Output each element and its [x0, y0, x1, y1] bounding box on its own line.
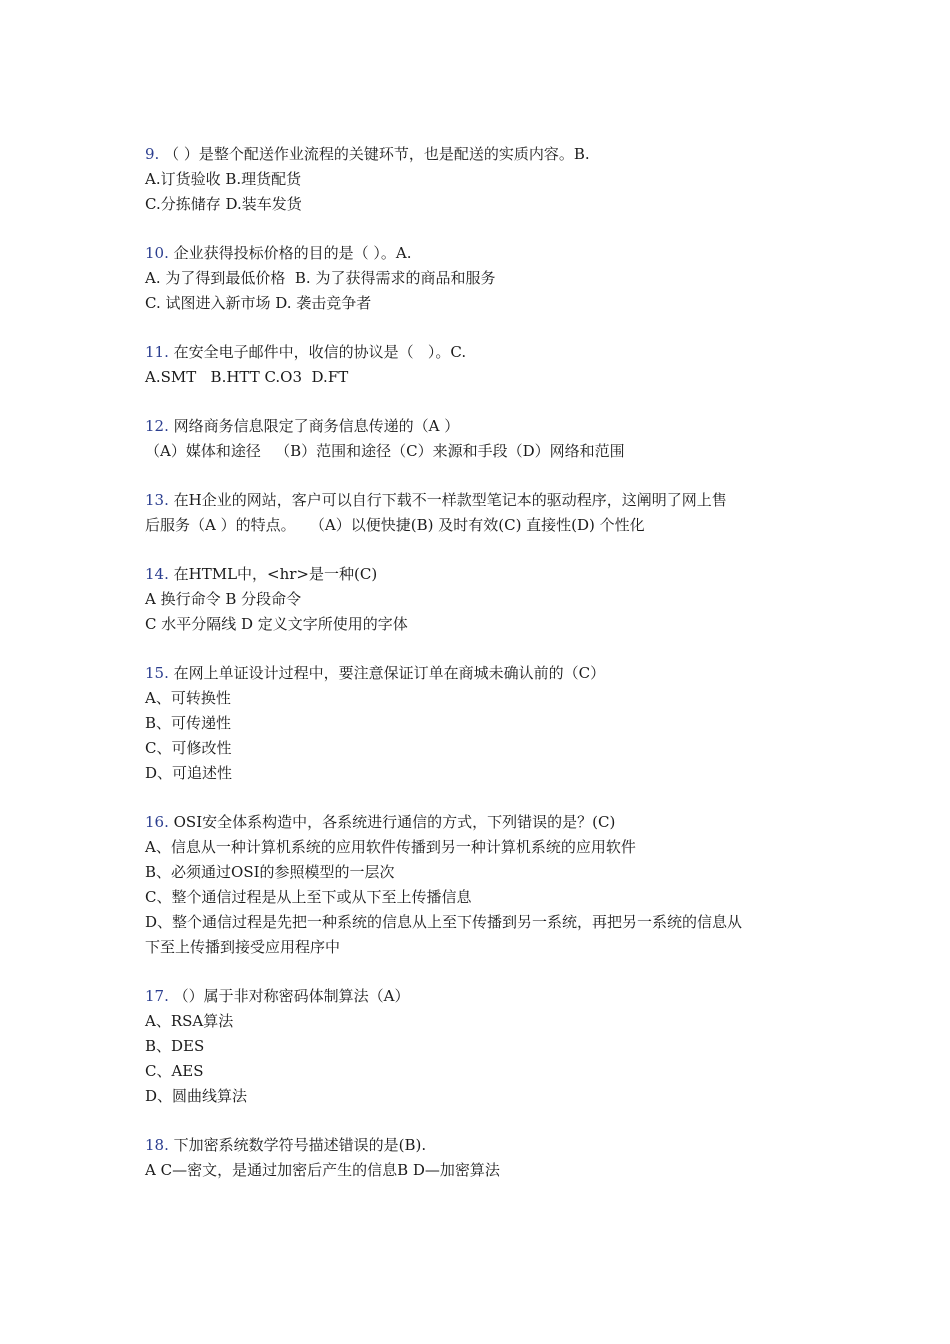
question-13 — [145, 488, 825, 538]
option-line: C、可修改性 — [145, 739, 232, 757]
question-text: OSI安全体系构造中，各系统进行通信的方式，下列错误的是？(C) — [168, 813, 616, 831]
question-number: 15. — [145, 664, 169, 682]
question-stem — [145, 562, 825, 587]
option-line: C、整个通信过程是从上至下或从下至上传播信息 — [145, 888, 472, 906]
question-number: 14. — [145, 565, 169, 583]
question-14 — [145, 562, 825, 637]
option-line: A、可转换性 — [145, 689, 231, 707]
question-stem — [145, 488, 825, 513]
question-text: 下加密系统数学符号描述错误的是(B). — [168, 1136, 427, 1154]
question-number: 11. — [145, 343, 169, 361]
question-text: 在HTML中，<hr>是一种(C) — [168, 565, 378, 583]
question-15 — [145, 661, 825, 786]
option-line: A 换行命令 B 分段命令 — [145, 590, 302, 608]
question-number: 12. — [145, 417, 169, 435]
option-line: B、可传递性 — [145, 714, 232, 732]
option-line: D、可追述性 — [145, 764, 233, 782]
question-text: 企业获得投标价格的目的是（ ）。A. — [168, 244, 412, 262]
option-line: C 水平分隔线 D 定义文字所使用的字体 — [145, 615, 408, 633]
question-16 — [145, 810, 825, 960]
question-number: 10. — [145, 244, 169, 262]
question-stem — [145, 661, 825, 686]
question-12 — [145, 414, 825, 464]
question-stem — [145, 1133, 825, 1158]
question-number: 18. — [145, 1136, 169, 1154]
option-line: A、RSA算法 — [145, 1012, 234, 1030]
option-line: （A）媒体和途径 （B）范围和途径（C）来源和手段（D）网络和范围 — [145, 442, 625, 460]
option-line: D、整个通信过程是先把一种系统的信息从上至下传播到另一系统，再把另一系统的信息从 — [145, 913, 743, 931]
question-number: 17. — [145, 987, 169, 1005]
question-number: 9. — [145, 145, 160, 163]
question-11 — [145, 340, 825, 390]
option-line: C. 试图进入新市场 D. 袭击竞争者 — [145, 294, 372, 312]
question-stem — [145, 984, 825, 1009]
question-stem — [145, 142, 825, 167]
question-17 — [145, 984, 825, 1109]
question-text: 网络商务信息限定了商务信息传递的（A ） — [168, 417, 460, 435]
question-number: 13. — [145, 491, 169, 509]
question-10 — [145, 241, 825, 316]
option-line: C、AES — [145, 1062, 204, 1080]
question-stem — [145, 810, 825, 835]
option-line: A.订货验收 B.理货配货 — [145, 170, 302, 188]
option-line: A、信息从一种计算机系统的应用软件传播到另一种计算机系统的应用软件 — [145, 838, 636, 856]
question-text: 在安全电子邮件中，收信的协议是（ ）。C. — [168, 343, 467, 361]
option-line: A. 为了得到最低价格 B. 为了获得需求的商品和服务 — [145, 269, 496, 287]
question-stem — [145, 340, 825, 365]
question-text: （）属于非对称密码体制算法（A） — [168, 987, 410, 1005]
option-line: B、必须通过OSI的参照模型的一层次 — [145, 863, 395, 881]
option-line: A.SMT B.HTT C.O3 D.FT — [145, 368, 349, 386]
question-stem — [145, 241, 825, 266]
option-line: 后服务（A ）的特点。 （A）以便快捷(B) 及时有效(C) 直接性(D) 个性化 — [145, 516, 645, 534]
option-line: D、圆曲线算法 — [145, 1087, 248, 1105]
option-line: 下至上传播到接受应用程序中 — [145, 938, 341, 956]
question-18 — [145, 1133, 825, 1183]
question-text: 在H企业的网站，客户可以自行下载不一样款型笔记本的驱动程序，这阐明了网上售 — [168, 491, 727, 509]
question-text: （ ）是整个配送作业流程的关键环节，也是配送的实质内容。B. — [159, 145, 590, 163]
option-line: A C—密文，是通过加密后产生的信息B D—加密算法 — [145, 1161, 500, 1179]
option-line: B、DES — [145, 1037, 205, 1055]
question-number: 16. — [145, 813, 169, 831]
question-text: 在网上单证设计过程中，要注意保证订单在商城未确认前的（C） — [168, 664, 606, 682]
option-line: C.分拣储存 D.装车发货 — [145, 195, 302, 213]
document-body — [145, 142, 825, 1207]
question-9 — [145, 142, 825, 217]
question-stem — [145, 414, 825, 439]
